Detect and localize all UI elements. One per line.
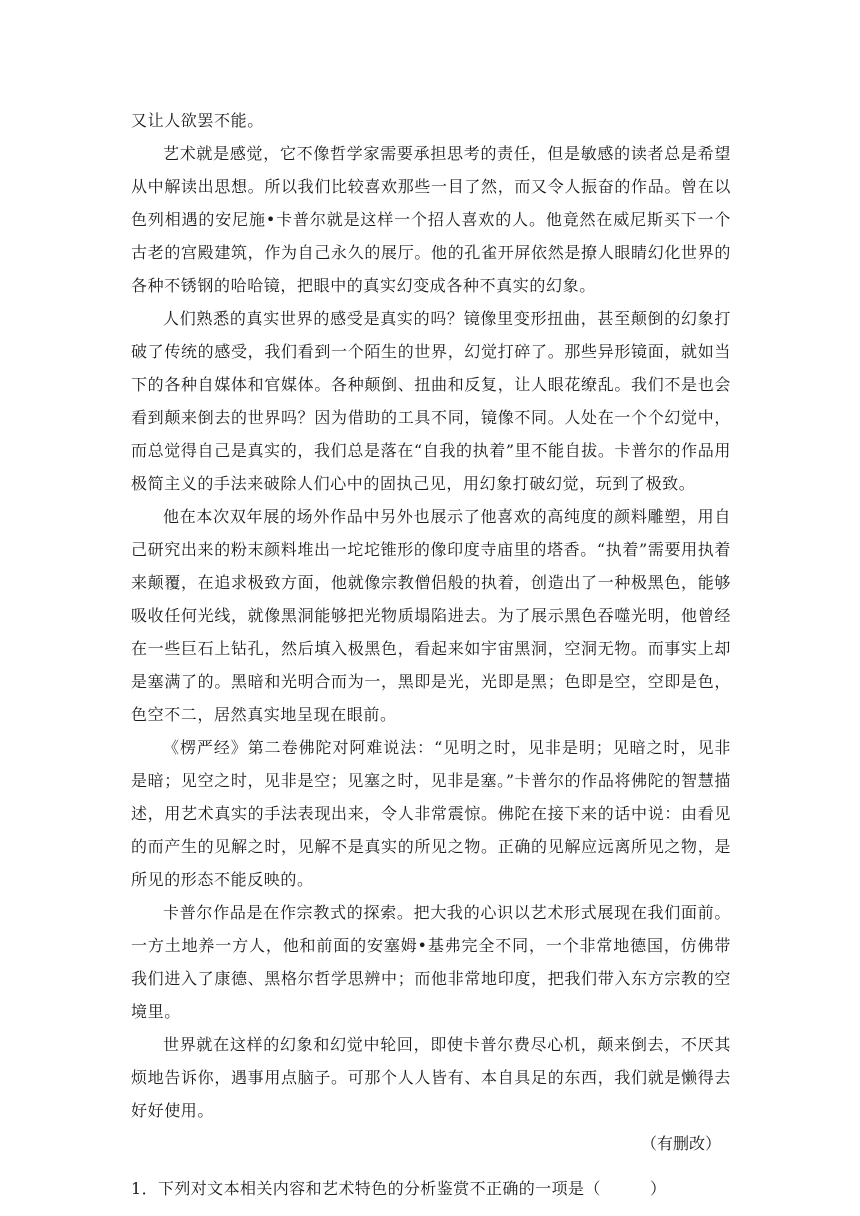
paragraph-shurangama-sutra: 《楞严经》第二卷佛陀对阿难说法：“见明之时，见非是明；见暗之时，见非是暗；见空之时，见非是空；见塞之时，见非是塞。”卡普尔的作品将佛陀的智慧描述，用艺术真实的手法表现出来，令人非常震惊。佛陀在接下来的话中说：由看见的而产生的见解之时，见解不是真实的所见之物。正确的见解应远离所见之物，是所见的形态不能反映的。 [131,738,731,889]
source-note: （有删改） [640,1134,721,1153]
paragraph-art-is-feeling: 艺术就是感觉，它不像哲学家需要承担思考的责任，但是敏感的读者总是希望从中解读出思想。所以我们比较喜欢那些一目了然，而又令人振奋的作品。曾在以色列相遇的安尼施•卡普尔就是这样一个招人喜欢的人。他竟然在威尼斯买下一个古老的宫殿建筑，作为自己永久的展厅。他的孔雀开屏依然是撩人眼睛幻化世界的各种不锈钢的哈哈镜，把眼中的真实幻变成各种不真实的幻象。 [131,144,731,295]
paragraph-religious-exploration: 卡普尔作品是在作宗教式的探索。把大我的心识以艺术形式展现在我们面前。一方土地养一方人，他和前面的安塞姆•基弗完全不同，一个非常地德国，仿佛带我们进入了康德、黑格尔哲学思辨中；而他非常地印度，把我们带入东方宗教的空境里。 [131,903,731,1021]
paragraph-real-world-illusion: 人们熟悉的真实世界的感受是真实的吗？镜像里变形扭曲，甚至颠倒的幻象打破了传统的感受，我们看到一个陌生的世界，幻觉打碎了。那些异形镜面，就如当下的各种自媒体和官媒体。各种颠倒、扭曲和反复，让人眼花缭乱。我们不是也会看到颠来倒去的世界吗？因为借助的工具不同，镜像不同。人处在一个个幻觉中，而总觉得自己是真实的，我们总是落在“自我的执着”里不能自拔。卡普尔的作品用极简主义的手法来破除人们心中的固执己见，用幻象打破幻觉，玩到了极致。 [131,309,731,493]
paragraph-conclusion: 世界就在这样的幻象和幻觉中轮回，即使卡普尔费尽心机，颠来倒去，不厌其烦地告诉你，遇事用点脑子。可那个人人皆有、本自具足的东西，我们就是懒得去好好使用。 [131,1035,731,1120]
question-1: 1．下列对文本相关内容和艺术特色的分析鉴赏不正确的一项是（ ） [131,1179,667,1198]
paragraph-pigment-sculpture: 他在本次双年展的场外作品中另外也展示了他喜欢的高纯度的颜料雕塑，用自己研究出来的粉末颜料堆出一坨坨锥形的像印度寺庙里的塔香。“执着”需要用执着来颠覆，在追求极致方面，他就像宗教僧侣般的执着，创造出了一种极黑色，能够吸收任何光线，就像黑洞能够把光物质塌陷进去。为了展示黑色吞噬光明，他曾经在一些巨石上钻孔，然后填入极黑色，看起来如宇宙黑洞，空洞无物。而事实上却是塞满了的。黑暗和光明合而为一，黑即是光，光即是黑；色即是空，空即是色，色空不二，居然真实地呈现在眼前。 [131,507,731,724]
paragraph-continuation: 又让人欲罢不能。 [131,111,264,130]
article-body [131,104,731,1205]
